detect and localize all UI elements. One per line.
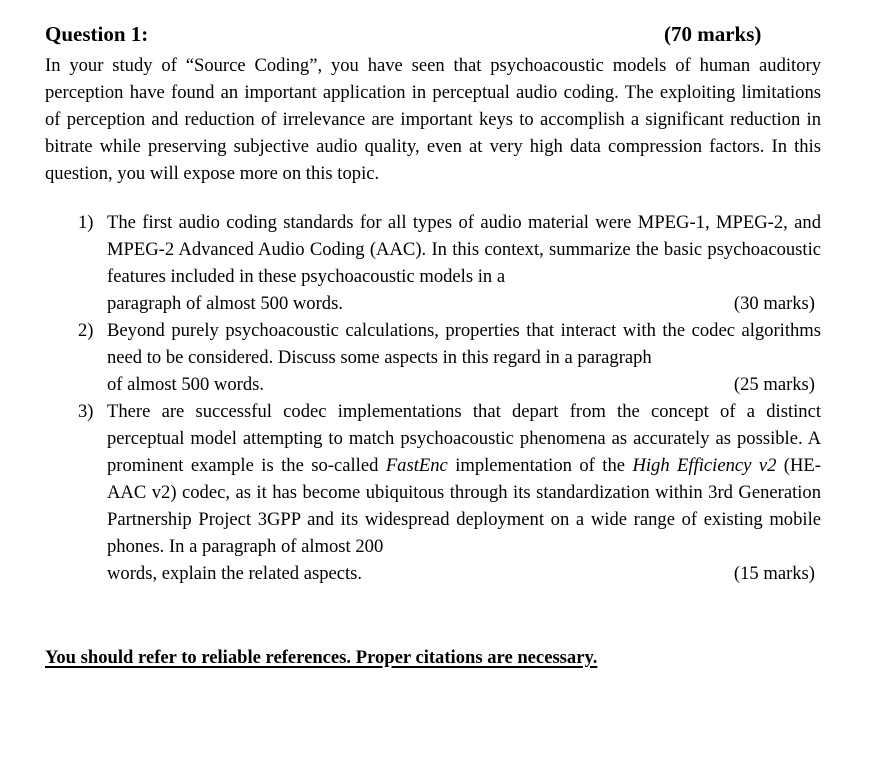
part-text-tail: words, explain the related aspects. [107, 563, 363, 584]
part-last-line [107, 371, 821, 398]
question-title: Question 1: [45, 22, 149, 46]
part-text-a: There are successful codec implementations that depart from the concept of a distinct perceptual model attempting to match psychoacoustic phenomena as accurately as possible. A prominent example is the so-called [107, 401, 821, 476]
question-part-1 [45, 209, 821, 317]
part-italic-fastenc: FastEnc [385, 455, 448, 476]
part-italic-he-v2: High Efficiency v2 [632, 455, 777, 476]
part-text-main: Beyond purely psychoacoustic calculations, properties that interact with the codec algorithms need to be considered. Discuss some aspects in this regard in a paragraph [107, 320, 821, 368]
part-number: 3) [78, 401, 94, 422]
part-text-c: (HE-AAC v2) codec, as it has become ubiquitous through its standardization within 3rd Generation Partnership Project 3GPP and its widespread deployment on a wide range of existing mobile phones. In a paragraph of almost 200 [107, 455, 821, 557]
part-text-b: implementation of the [447, 455, 633, 476]
part-text-main: The first audio coding standards for all types of audio material were MPEG-1, MPEG-2, and MPEG-2 Advanced Audio Coding (AAC). In this context, summarize the basic psychoacoustic features included in these psychoacoustic models in a [107, 212, 821, 287]
part-marks: (15 marks) [733, 563, 815, 584]
part-marks: (25 marks) [733, 374, 815, 395]
question-intro: In your study of “Source Coding”, you have seen that psychoacoustic models of human auditory perception have found an important application in perceptual audio coding. The exploiting limitations of perception and reduction of irrelevance are important keys to accomplish a significant reduction in bitrate while preserving subjective audio quality, even at very high data compression factors. In this question, you will expose more on this topic. [45, 55, 821, 184]
part-text-tail: paragraph of almost 500 words. [107, 293, 343, 314]
part-text [107, 317, 821, 371]
question-header [45, 18, 821, 52]
question-part-2 [45, 317, 821, 398]
part-text [107, 209, 821, 290]
references-note: You should refer to reliable references. Proper citations are necessary. [45, 647, 598, 668]
part-marks: (30 marks) [733, 293, 815, 314]
part-number: 1) [78, 212, 94, 233]
part-last-line [107, 560, 821, 587]
question-total-marks: (70 marks) [664, 22, 762, 46]
part-text [107, 398, 821, 560]
part-last-line [107, 290, 821, 317]
part-number: 2) [78, 320, 94, 341]
question-sheet [45, 18, 821, 668]
question-part-3 [45, 398, 821, 587]
question-parts-list [45, 209, 821, 587]
part-text-tail: of almost 500 words. [107, 374, 265, 395]
